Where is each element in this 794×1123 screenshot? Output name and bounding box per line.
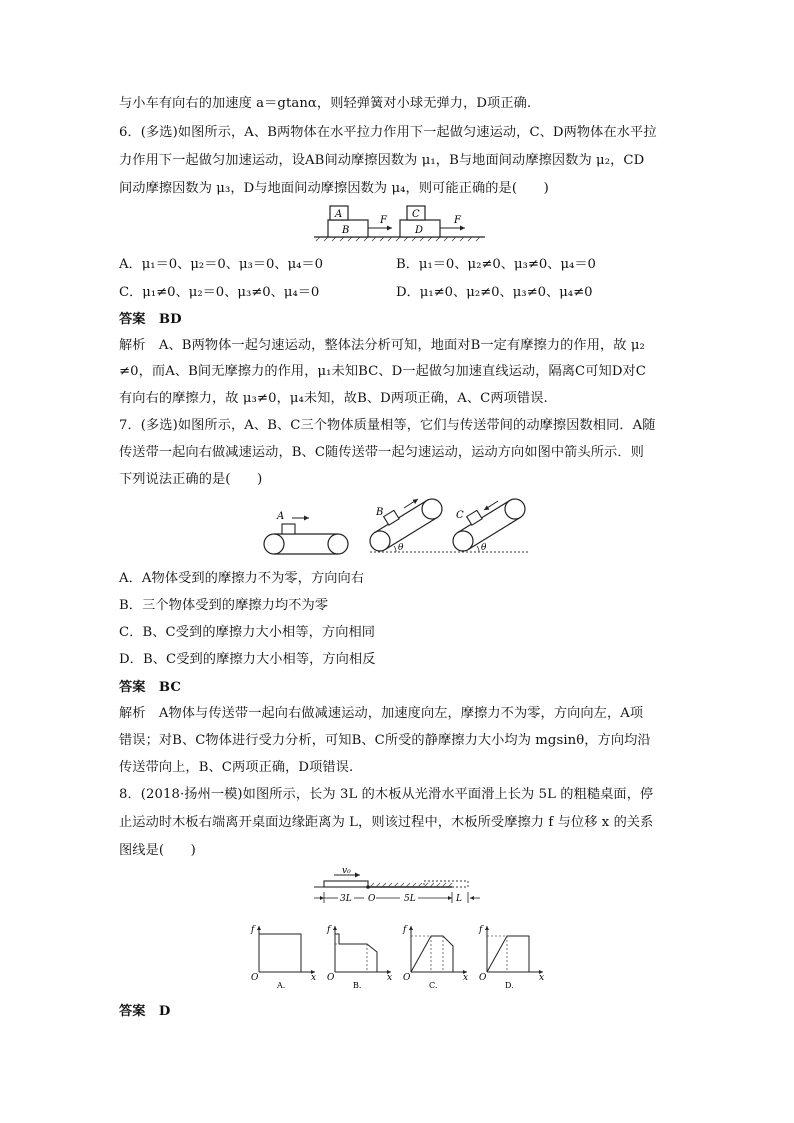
q7-option-d: D．B、C受到的摩擦力大小相等，方向相反 (119, 652, 376, 667)
axis-f: f (251, 925, 255, 935)
origin: O (327, 973, 335, 983)
axis-x: x (463, 973, 469, 983)
q8-board-figure (310, 865, 490, 907)
q6-answer: 答案 BD (119, 312, 182, 327)
graph-b (326, 925, 392, 990)
q7-option-a: A．A物体受到的摩擦力不为零，方向向右 (119, 571, 365, 586)
q8-stem-line-3: 图线是( ) (119, 843, 196, 858)
q7-stem-line-3: 下列说法正确的是( ) (119, 472, 263, 487)
q6-stem-line-2: 力作用下一起做匀加速运动，设AB间动摩擦因数为 μ₁，B与地面间动摩擦因数为 μ₂，CD (119, 153, 645, 168)
axis-x: x (539, 973, 545, 983)
q6-option-c: C．μ₁≠0、μ₂＝0、μ₃≠0、μ₄＝0 (119, 285, 320, 300)
label-b: B (342, 225, 350, 236)
label-a: A (277, 511, 285, 522)
q6-analysis-line-1: 解析 A、B两物体一起匀速运动，整体法分析可知，地面对B一定有摩擦力的作用，故 μ₂ (119, 338, 645, 353)
block-b (384, 510, 399, 525)
q6-analysis-line-3: 有向右的摩擦力，故 μ₃≠0，μ₄未知，故B、D两项正确，A、C两项错误. (119, 391, 548, 406)
label-theta-b: θ (398, 543, 404, 553)
q7-stem-line-2: 传送带一起向右做减速运动，B、C随传送带一起匀速运动，运动方向如图中箭头所示．则 (119, 445, 644, 460)
graph-label-d: D. (505, 981, 514, 990)
label-b: B (376, 507, 384, 518)
label-force-2: F (454, 215, 461, 226)
label-d: D (415, 225, 424, 236)
label-5l: 5L (404, 894, 416, 904)
axis-x: x (387, 973, 393, 983)
axis-x: x (311, 973, 317, 983)
origin: O (251, 973, 259, 983)
graph-label-c: C. (429, 981, 438, 990)
label-o: O (368, 894, 376, 904)
label-c: C (456, 510, 464, 521)
origin: O (403, 973, 411, 983)
board (324, 881, 368, 887)
text-line: 与小车有向右的加速度 a＝gtanα，则轻弹簧对小球无弹力，D项正确. (119, 96, 532, 111)
q7-option-b: B．三个物体受到的摩擦力均不为零 (119, 598, 329, 613)
label-force-1: F (380, 215, 387, 226)
axis-f: f (479, 925, 483, 935)
q8-stem-line-2: 止运动时木板右端离开桌面边缘距离为 L，则该过程中，木板所受摩擦力 f 与位移 x 的关系 (119, 815, 654, 830)
q7-analysis-line-3: 传送带向上，B、C两项正确，D项错误. (119, 760, 354, 775)
origin: O (479, 973, 487, 983)
graph-label-a: A. (277, 981, 286, 990)
label-theta-c: θ (481, 543, 487, 553)
q7-option-c: C．B、C受到的摩擦力大小相等，方向相同 (119, 625, 376, 640)
belt-a (264, 534, 348, 554)
q7-conveyor-figure (260, 494, 530, 562)
axis-f: f (403, 925, 407, 935)
label-l: L (456, 894, 462, 904)
label-3l: 3L (340, 894, 352, 904)
graph-d (478, 925, 544, 990)
q6-stem-line-1: 6．(多选)如图所示，A、B两物体在水平拉力作用下一起做匀速运动，C、D两物体在水平拉 (119, 125, 657, 140)
graph-a (250, 925, 316, 990)
block-c (467, 510, 482, 525)
label-c: C (412, 209, 420, 220)
q7-answer: 答案 BC (119, 680, 181, 695)
q7-stem-line-1: 7．(多选)如图所示，A、B、C三个物体质量相等，它们与传送带间的动摩擦因数相同．A随 (119, 418, 656, 433)
label-v0: v₀ (342, 866, 351, 876)
q6-analysis-line-2: ≠0，而A、B间无摩擦力的作用，μ₁未知BC、D一起做匀加速直线运动，隔离C可知D对C (119, 364, 646, 379)
q6-blocks-figure (312, 203, 487, 243)
block-a (282, 524, 295, 534)
graph-label-b: B. (353, 981, 362, 990)
q8-answer: 答案 D (119, 1004, 171, 1019)
q6-stem-line-3: 间动摩擦因数为 μ₃，D与地面间动摩擦因数为 μ₄，则可能正确的是( ) (119, 181, 549, 196)
q8-stem-line-1: 8．(2018·扬州一模)如图所示，长为 3L 的木板从光滑水平面滑上长为 5L 的粗糙桌面，停 (119, 787, 654, 802)
q6-option-a: A．μ₁＝0、μ₂＝0、μ₃＝0、μ₄＝0 (119, 257, 324, 272)
q6-option-d: D．μ₁≠0、μ₂≠0、μ₃≠0、μ₄≠0 (396, 285, 593, 300)
q7-analysis-line-2: 错误；对B、C物体进行受力分析，可知B、C所受的静摩擦力大小均为 mgsinθ，方向均沿 (119, 733, 651, 748)
label-a: A (335, 209, 343, 220)
graph-c (402, 925, 468, 990)
q6-option-b: B．μ₁＝0、μ₂≠0、μ₃≠0、μ₄＝0 (396, 257, 596, 272)
q7-analysis-line-1: 解析 A物体与传送带一起向右做减速运动，加速度向左，摩擦力不为零，方向向左，A项 (119, 706, 644, 721)
axis-f: f (327, 925, 331, 935)
q8-graph-options (245, 922, 555, 992)
